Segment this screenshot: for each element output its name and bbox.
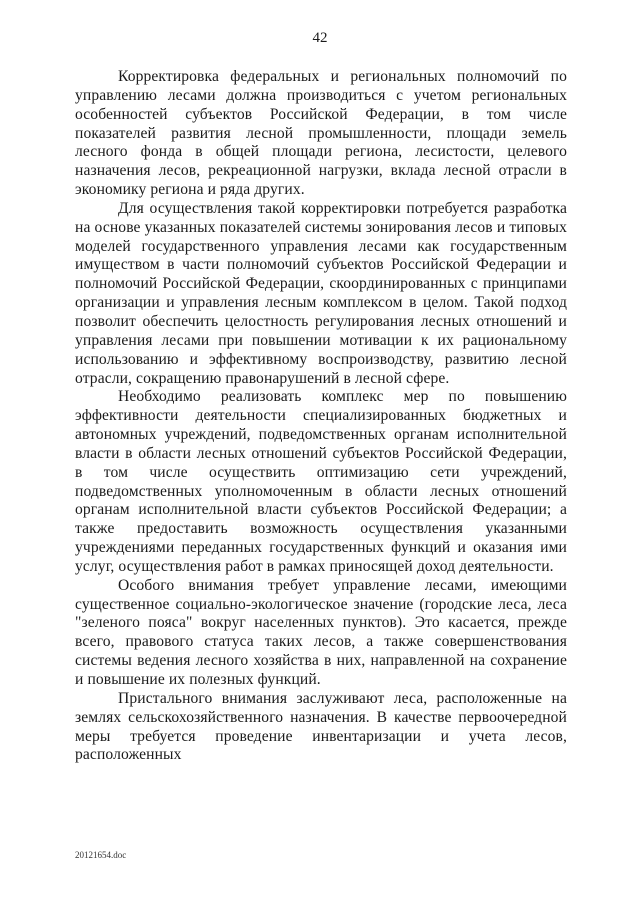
footer-file-code: 20121654.doc [75, 850, 127, 860]
paragraph-3: Необходимо реализовать комплекс мер по повышению эффективности деятельности специализированных бюджетных и автономных учреждений, подведомственных органам исполнительной власти в области лесных отношений субъектов Российской Федерации, в том числе осуществить оптимизацию сети учреждений, подведомственных уполномоченным в области лесных отношений органам исполнительной власти субъектов Российской Федерации; а также предоставить возможность осуществления указанными учреждениями переданных государственных функций и оказания ими услуг, осуществления работ в рамках приносящей доход деятельности. [75, 388, 567, 575]
page-number: 42 [312, 30, 328, 46]
body-text [75, 68, 567, 765]
paragraph-5: Пристального внимания заслуживают леса, расположенные на землях сельскохозяйственного назначения. В качестве первоочередной меры требуется проведение инвентаризации и учета лесов, расположенных [75, 689, 567, 764]
paragraph-1: Корректировка федеральных и региональных полномочий по управлению лесами должна производиться с учетом региональных особенностей субъектов Российской Федерации, в том числе показателей развития лесной промышленности, площади земель лесного фонда в общей площади региона, лесистости, целевого назначения лесов, рекреационной нагрузки, вклада лесной отрасли в экономику региона и ряда других. [75, 68, 567, 199]
paragraph-2: Для осуществления такой корректировки потребуется разработка на основе указанных показателей системы зонирования лесов и типовых моделей государственного управления лесами как государственным имуществом в части полномочий субъектов Российской Федерации и полномочий Российской Федерации, скоординированных с принципами организации и управления лесным комплексом в целом. Такой подход позволит обеспечить целостность регулирования лесных отношений и управления лесами при повышении мотивации к их рациональному использованию и эффективному воспроизводству, развитию лесной отрасли, сокращению правонарушений в лесной сфере. [75, 199, 567, 387]
paragraph-4: Особого внимания требует управление лесами, имеющими существенное социально-экологическое значение (городские леса, леса "зеленого пояса" вокруг населенных пунктов). Это касается, прежде всего, правового статуса таких лесов, а также совершенствования системы ведения лесного хозяйства в них, направленной на сохранение и повышение их полезных функций. [75, 576, 567, 688]
